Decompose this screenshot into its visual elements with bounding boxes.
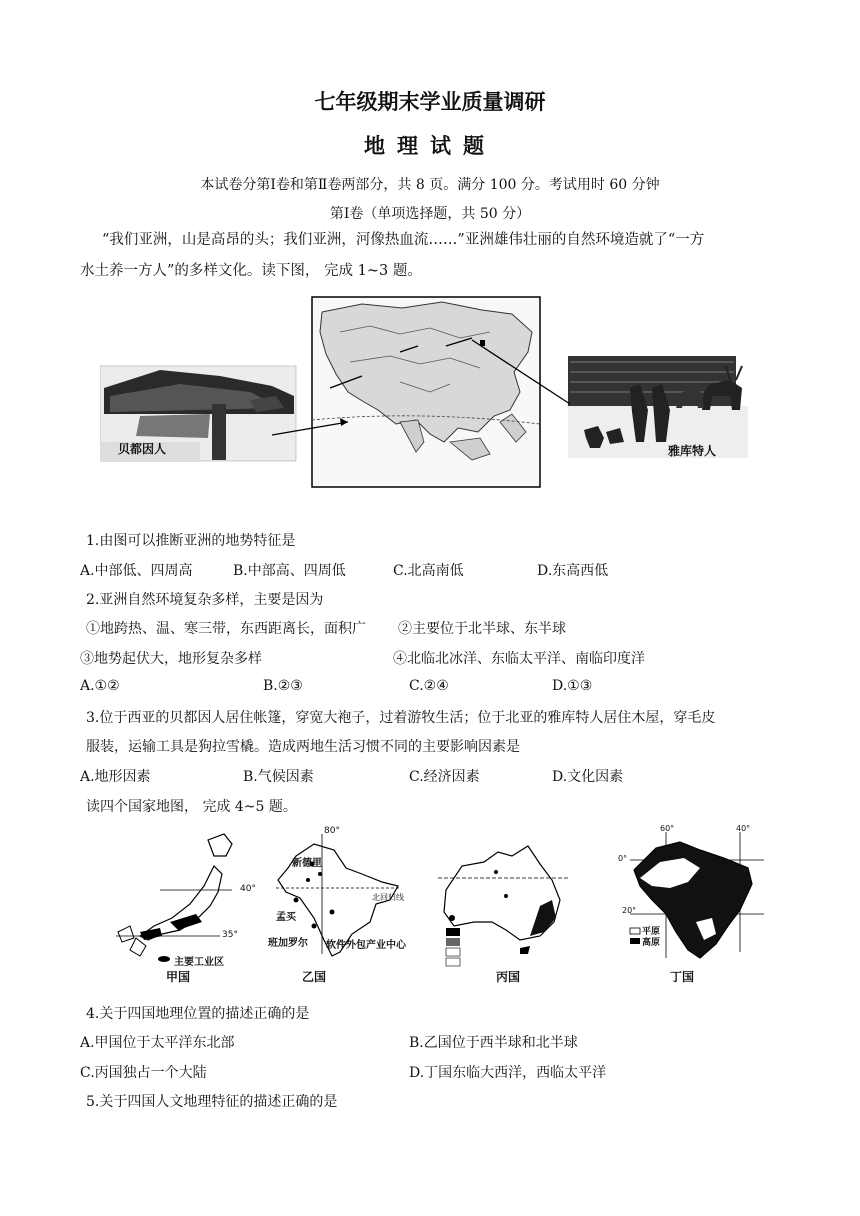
yi-lon-80: 80°	[324, 826, 340, 836]
ding-lon-60: 60°	[660, 824, 675, 833]
intro-4-5: 读四个国家地图， 完成 4~5 题。	[86, 799, 297, 815]
yakut-caption: 雅库特人	[668, 444, 717, 458]
q4-stem: 4.关于四国地理位置的描述正确的是	[86, 1006, 310, 1022]
bing-caption: 丙国	[496, 970, 521, 984]
q4-option-c: C.丙国独占一个大陆	[80, 1065, 207, 1081]
yi-city-bangalore: 班加罗尔	[268, 938, 308, 949]
exam-subject: 地理试题	[364, 133, 496, 158]
q5-stem: 5.关于四国人文地理特征的描述正确的是	[86, 1094, 338, 1110]
yi-software-center: 软件外包产业中心	[326, 940, 406, 951]
q2-statement-3: ③地势起伏大，地形复杂多样	[80, 651, 262, 667]
q1-option-d: D.东高西低	[537, 563, 609, 579]
bing-map	[438, 846, 570, 966]
intro-line-2: 水土养一方人”的多样文化。读下图， 完成 1~3 题。	[80, 263, 422, 279]
q2-statement-2: ②主要位于北半球、东半球	[398, 621, 566, 637]
q2-stem: 2.亚洲自然环境复杂多样，主要是因为	[86, 592, 324, 608]
section-heading: 第Ⅰ卷（单项选择题，共 50 分）	[329, 206, 531, 222]
q1-option-a: A.中部低、四周高	[80, 563, 193, 579]
jia-map	[116, 834, 232, 962]
exam-info: 本试卷分第Ⅰ卷和第Ⅱ卷两部分，共 8 页。满分 100 分。考试用时 60 分钟	[200, 177, 660, 193]
q2-statement-1: ①地跨热、温、寒三带，东西距离长，面积广	[86, 621, 366, 637]
asia-figure	[100, 292, 780, 492]
ding-caption: 丁国	[670, 970, 695, 984]
asia-map	[312, 297, 540, 487]
q3-option-d: D.文化因素	[552, 769, 624, 785]
q3-stem-line-1: 3.位于西亚的贝都因人居住帐篷，穿宽大袍子，过着游牧生活；位于北亚的雅库特人居住木屋，穿毛皮	[86, 710, 716, 726]
jia-lat-35: 35°	[222, 930, 238, 940]
asia-figure-svg	[100, 292, 780, 492]
q3-stem-line-2: 服装，运输工具是狗拉雪橇。造成两地生活习惯不同的主要影响因素是	[86, 739, 520, 755]
yi-tropic: 北回归线	[372, 893, 404, 902]
q2-option-c: C.②④	[409, 678, 449, 694]
four-countries-figure	[100, 822, 780, 988]
yi-city-mumbai: 孟买	[276, 912, 296, 923]
q1-option-c: C.北高南低	[393, 563, 464, 579]
bedouin-caption: 贝都因人	[118, 442, 167, 456]
q2-option-a: A.①②	[80, 678, 120, 694]
q3-option-a: A.地形因素	[80, 769, 151, 785]
q2-statement-4: ④北临北冰洋、东临太平洋、南临印度洋	[393, 651, 645, 667]
q4-option-d: D.丁国东临大西洋，西临太平洋	[409, 1065, 607, 1081]
jia-lat-40: 40°	[240, 884, 256, 894]
q2-option-d: D.①③	[552, 678, 593, 694]
ding-lat-20: 20°	[622, 906, 637, 915]
ding-legend-plain: 平原	[642, 927, 661, 937]
jia-caption: 甲国	[166, 970, 191, 984]
q3-option-b: B.气候因素	[243, 769, 314, 785]
q4-option-a: A.甲国位于太平洋东北部	[80, 1035, 235, 1051]
yi-city-newdelhi: 新德里	[292, 858, 322, 869]
exam-title: 七年级期末学业质量调研	[314, 89, 546, 114]
yi-caption: 乙国	[302, 970, 327, 984]
ding-lat-0: 0°	[618, 854, 628, 863]
q4-option-b: B.乙国位于西半球和北半球	[409, 1035, 578, 1051]
jia-legend: 主要工业区	[174, 957, 224, 968]
ding-legend-plateau: 高原	[642, 938, 661, 948]
yakut-photo	[568, 356, 748, 458]
intro-line-1: “我们亚洲，山是高昂的头；我们亚洲，河像热血流……”亚洲雄伟壮丽的自然环境造就了“一方	[102, 232, 705, 248]
q1-option-b: B.中部高、四周低	[233, 563, 346, 579]
q3-option-c: C.经济因素	[409, 769, 480, 785]
q1-stem: 1.由图可以推断亚洲的地势特征是	[86, 533, 296, 549]
ding-lon-40: 40°	[736, 824, 751, 833]
q2-option-b: B.②③	[263, 678, 303, 694]
